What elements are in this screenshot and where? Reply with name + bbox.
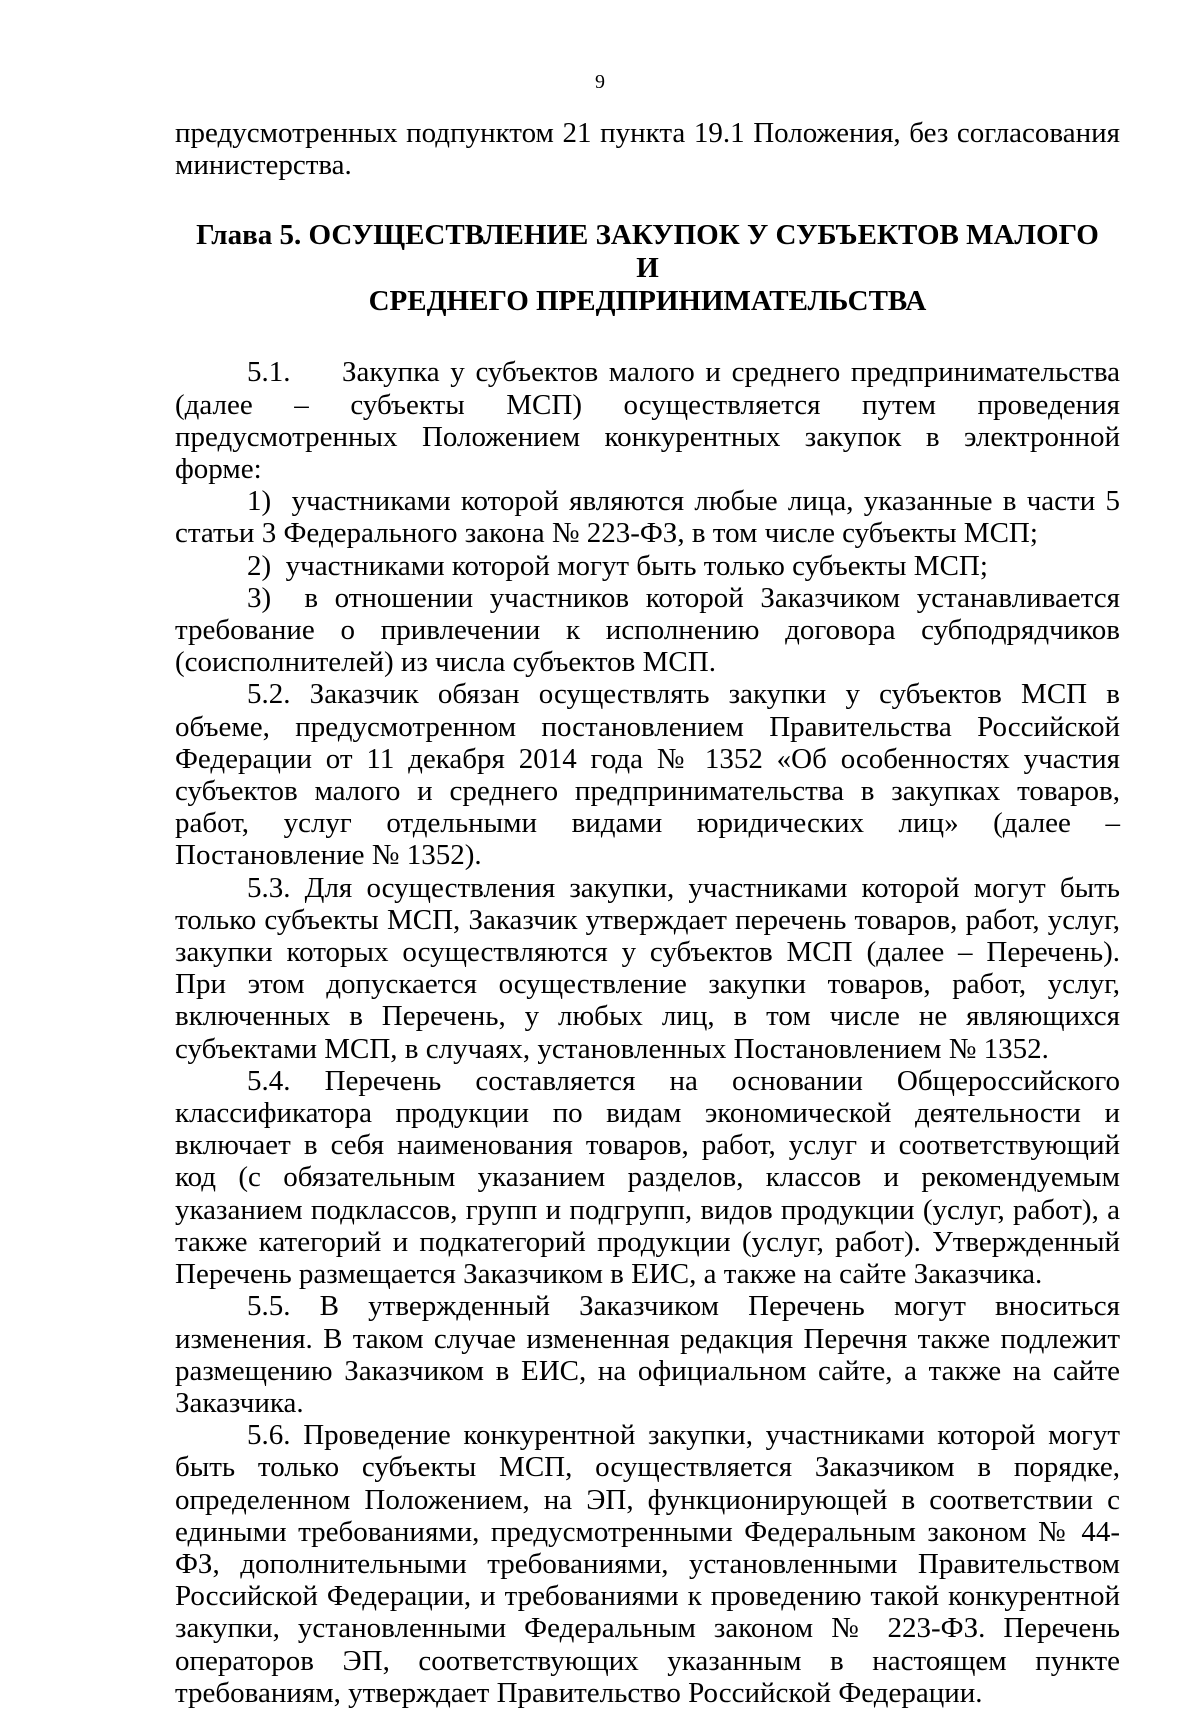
paragraph-5-6: 5.6. Проведение конкурентной закупки, участниками которой могут быть только субъекты МСП, осуществляется Заказчиком в порядке, определенном Положением, на ЭП, функционирующей в соответствии с едиными требованиями, предусмотренными Федеральным законом № 44-ФЗ, дополнительными требованиями, установленными Правительством Российской Федерации, и требованиями к проведению такой конкурентной закупки, установленными Федеральным законом № 223-ФЗ. Перечень операторов ЭП, соответствующих указанным в настоящем пункте требованиям, утверждает Правительство Российской Федерации. (175, 1419, 1120, 1709)
paragraph-5-4: 5.4. Перечень составляется на основании Общероссийского классификатора продукции по видам экономической деятельности и включает в себя наименования товаров, работ, услуг и соответствующий код (с обязательным указанием разделов, классов и рекомендуемым указанием подклассов, групп и подгрупп, видов продукции (услуг, работ), а также категорий и подкатегорий продукции (услуг, работ). Утвержденный Перечень размещается Заказчиком в ЕИС, а также на сайте Заказчика. (175, 1064, 1120, 1291)
intro-paragraph: предусмотренных подпунктом 21 пункта 19.1 Положения, без согласования министерства. (175, 117, 1120, 182)
paragraph-5-1-text: Закупка у субъектов малого и среднего предпринимательства (далее – субъекты МСП) осуществляется путем проведения предусмотренных Положением конкурентных закупок в электронной форме: (175, 356, 1120, 486)
paragraph-5-5: 5.5. В утвержденный Заказчиком Перечень могут вноситься изменения. В таком случае измененная редакция Перечня также подлежит размещению Заказчиком в ЕИС, на официальном сайте, а также на сайте Заказчика. (175, 1290, 1120, 1419)
paragraph-5-2: 5.2. Заказчик обязан осуществлять закупки у субъектов МСП в объеме, предусмотренном постановлением Правительства Российской Федерации от 11 декабря 2014 года № 1352 «Об особенностях участия субъектов малого и среднего предпринимательства в закупках товаров, работ, услуг отдельными видами юридических лиц» (далее – Постановление № 1352). (175, 678, 1120, 872)
document-body (175, 117, 1120, 1709)
chapter-heading-line-1: Глава 5. ОСУЩЕСТВЛЕНИЕ ЗАКУПОК У СУБЪЕКТОВ МАЛОГО И (196, 219, 1099, 285)
chapter-heading-line-2: СРЕДНЕГО ПРЕДПРИНИМАТЕЛЬСТВА (368, 285, 927, 318)
subitem-2: 2) участниками которой могут быть только субъекты МСП; (247, 549, 988, 582)
paragraph-5-3: 5.3. Для осуществления закупки, участниками которой могут быть только субъекты МСП, Заказчик утверждает перечень товаров, работ, услуг, закупки которых осуществляются у субъектов МСП (далее – Перечень). При этом допускается осуществление закупки товаров, работ, услуг, включенных в Перечень, у любых лиц, в том числе не являющихся субъектами МСП, в случаях, установленных Постановлением № 1352. (175, 871, 1120, 1065)
paragraph-5-1 (175, 356, 1120, 485)
chapter-heading (175, 219, 1120, 318)
page-number: 9 (595, 71, 605, 93)
paragraph-5-1-number: 5.1. (247, 356, 291, 389)
subitem-3: 3) в отношении участников которой Заказчиком устанавливается требование о привлечении к исполнению договора субподрядчиков (соисполнителей) из числа субъектов МСП. (175, 581, 1120, 679)
subitem-1: 1) участниками которой являются любые лица, указанные в части 5 статьи 3 Федерального закона № 223-ФЗ, в том числе субъекты МСП; (175, 485, 1120, 550)
